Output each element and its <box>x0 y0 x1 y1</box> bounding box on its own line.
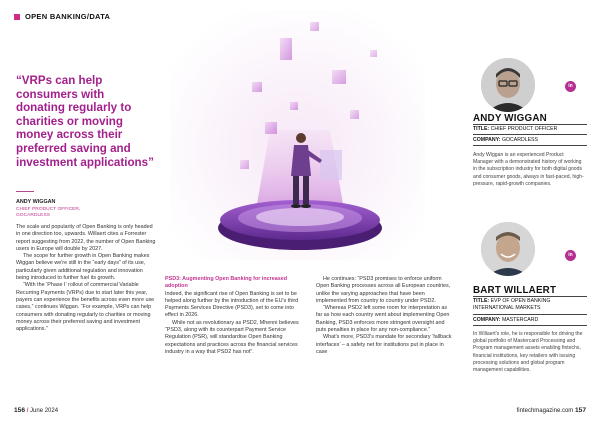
section-label: OPEN BANKING/DATA <box>25 12 111 21</box>
paragraph: What's more, PSD3's mandate for secondary ‘fallback interfaces’ – a safety net for institutions put in place in case <box>316 334 452 355</box>
divider <box>473 145 587 146</box>
portrait-icon <box>481 222 535 276</box>
issue-date: June 2024 <box>30 408 59 414</box>
subheading: PSD3: Augmenting Open Banking for increased adoption <box>165 276 288 290</box>
linkedin-icon[interactable]: in <box>565 250 576 261</box>
divider <box>473 296 587 297</box>
footer-right <box>517 407 586 414</box>
title-label: TITLE: <box>473 126 490 132</box>
body-column-1 <box>16 224 157 333</box>
paragraph: The scope for further growth in Open Banking makes Wiggan believe we're still in the “early days” of its use, particularly given additional regulation and innovation being introduced to further fuel its growth. <box>16 253 150 282</box>
company-label: COMPANY: <box>473 317 501 323</box>
paragraph: The scale and popularity of Open Banking is only headed in one direction too, upwards. Willaert cites a Forrester report suggesting from 2022, the number of Open Banking users in Europe will double by 2027. <box>16 224 156 252</box>
footer-left <box>14 407 58 414</box>
title-label: TITLE: <box>473 298 490 304</box>
floating-cube <box>332 70 346 84</box>
page-number: 156 <box>14 407 26 414</box>
profile-company <box>473 317 538 324</box>
section-tag <box>14 12 110 21</box>
quote-author: ANDY WIGGAN <box>16 199 56 205</box>
paragraph: “With the ‘Phase I’ rollout of commercial Variable Recurring Payments (VRPs) due to start later this year, payers can experience the benefits across even more use cases,” continues Wiggan. “For example, VRPs can help consumers with donating regularly to charities or moving money across their preferred saving and investment applications.” <box>16 282 155 333</box>
quote-author-role: CHIEF PRODUCT OFFICER, GOCARDLESS <box>16 207 81 219</box>
paragraph: He continues: “PSD3 promises to enforce uniform Open Banking processes across all European countries, unlike the varying approaches that have been implemented from country to country under PSD2. <box>316 276 451 304</box>
quote-divider <box>16 191 34 192</box>
section-marker <box>14 14 20 20</box>
open-banking-illustration <box>170 10 425 260</box>
title-value: EVP OF OPEN BANKING INTERNATIONAL MARKETS <box>473 298 551 311</box>
profile-name: BART WILLAERT <box>473 285 557 296</box>
divider <box>473 314 587 315</box>
divider <box>473 124 587 125</box>
floating-cube <box>350 110 359 119</box>
profile-company <box>473 137 538 144</box>
avatar <box>481 58 535 112</box>
divider <box>473 134 587 135</box>
body-column-2 <box>165 276 301 356</box>
floating-cube <box>280 38 292 60</box>
floating-cube <box>240 160 249 169</box>
floating-cube <box>290 102 298 110</box>
site-link[interactable]: fintechmagazine.com <box>516 408 574 414</box>
page-number: 157 <box>574 407 586 414</box>
divider <box>473 325 587 326</box>
profile-bio: In Willaert's role, he is responsible for driving the global portfolio of Mastercard Processing and Program management assets enabling fintechs, financial institutions, key retailers with issuing processing solutions and global program management capabilities. <box>473 331 583 374</box>
paragraph: While not as revolutionary as PSD2, Mhenni believes “PSD3, along with its counterpart Payment Service Regulation (PSR), will standardise Open Banking expectations and practices across the financial services industry in a way that PSD2 has not”. <box>165 319 299 355</box>
title-value: CHIEF PRODUCT OFFICER <box>490 126 558 132</box>
profile-title <box>473 298 587 311</box>
paragraph: Indeed, the significant rise of Open Banking is set to be helped along further by the introduction of the EU's third Payments Services Directive (PSD3), set to come into effect in 2026. <box>165 290 299 319</box>
company-value: MASTERCARD <box>501 317 539 323</box>
company-value: GOCARDLESS <box>501 137 538 143</box>
profile-name: ANDY WIGGAN <box>473 113 547 124</box>
company-label: COMPANY: <box>473 137 501 143</box>
floating-cube <box>370 50 377 57</box>
profile-title <box>473 126 557 133</box>
paragraph: “Whereas PSD2 left some room for interpretation as far as how each country went about implementing Open Banking, PSD3 enforces more stringent oversight and puts penalties in place for any non-compliance.” <box>316 305 450 334</box>
hologram-panel <box>320 150 342 180</box>
floating-cube <box>252 82 262 92</box>
pull-quote: “VRPs can help consumers with donating regularly to charities or moving money across their preferred saving and investment applications” <box>16 74 154 169</box>
linkedin-icon[interactable]: in <box>565 81 576 92</box>
profile-bio: Andy Wiggan is an experienced Product Manager with a demonstrated history of working in the subscription industry for both digital goods and consumer goods, always in fast-paced, high-pressure, rapid-growth companies. <box>473 152 584 187</box>
avatar <box>481 222 535 276</box>
floating-cube <box>310 22 319 31</box>
footer-separator: / <box>26 408 29 414</box>
portrait-icon <box>481 58 535 112</box>
body-column-3 <box>316 276 454 356</box>
